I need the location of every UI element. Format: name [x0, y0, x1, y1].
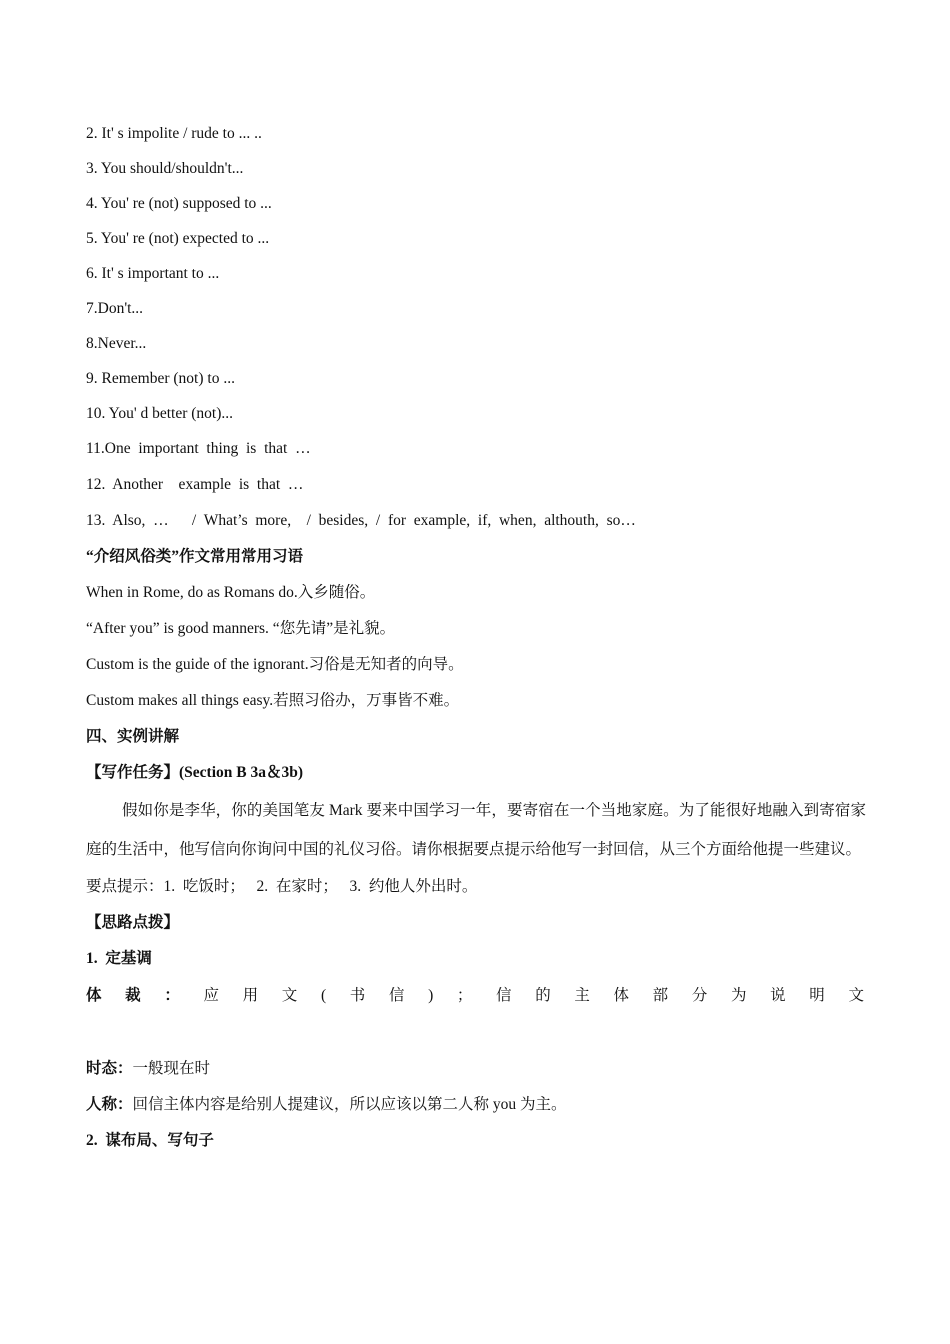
expression-line: 8.Never...	[86, 335, 147, 352]
genre-label-char: 体	[86, 987, 102, 1004]
person-label: 人称：	[86, 1096, 133, 1113]
genre-char: ；	[456, 987, 473, 1004]
expression-line: 9. Remember (not) to ...	[86, 370, 235, 387]
genre-char: 的	[535, 987, 551, 1004]
expression-line: 12. Another example is that …	[86, 476, 304, 493]
step1-heading: 1. 定基调	[86, 950, 152, 967]
genre-line	[86, 977, 864, 1015]
expression-line: 7.Don't...	[86, 300, 144, 317]
key-points: 要点提示：1. 吃饭时； 2. 在家时； 3. 约他人外出时。	[86, 878, 478, 895]
step2-heading: 2. 谋布局、写句子	[86, 1132, 214, 1149]
genre-label-char: ：	[164, 987, 180, 1004]
genre-char: 信	[496, 987, 512, 1004]
tense-line	[86, 1051, 866, 1087]
genre-char: 分	[691, 987, 708, 1004]
expression-line: 4. You' re (not) supposed to ...	[86, 195, 272, 212]
genre-char: )	[428, 987, 434, 1004]
genre-char: (	[320, 987, 327, 1004]
idiom-line: “After you” is good manners. “您先请”是礼貌。	[86, 620, 396, 637]
expression-line: 6. It' s important to ...	[86, 265, 220, 282]
expression-line: 2. It' s impolite / rude to ... ..	[86, 125, 262, 142]
genre-char: 说	[770, 987, 786, 1004]
genre-char: 为	[730, 987, 747, 1004]
genre-char: 书	[349, 987, 366, 1004]
expression-line: 10. You' d better (not)...	[86, 405, 234, 422]
expression-line: 11.One important thing is that …	[86, 440, 311, 457]
task-paragraph: 假如你是李华，你的美国笔友 Mark 要来中国学习一年，要寄宿在一个当地家庭。为了能很好地融入到寄宿家庭的生活中，他写信向你询问中国的礼仪习俗。请你根据要点提示给他写一封回信，从三个方面给他提一些建议。	[86, 802, 866, 858]
idioms-heading: “介绍风俗类”作文常用常用习语	[86, 548, 304, 565]
document-body	[86, 116, 866, 1159]
genre-char: 信	[388, 987, 405, 1004]
section-heading: 四、实例讲解	[86, 728, 180, 745]
genre-label-char: 裁	[125, 987, 141, 1004]
genre-char: 文	[848, 987, 864, 1004]
person-value: 回信主体内容是给别人提建议，所以应该以第二人称 you 为主。	[132, 1096, 567, 1113]
idiom-line: Custom makes all things easy.若照习俗办，万事皆不难。	[86, 692, 460, 709]
genre-char: 文	[281, 987, 298, 1004]
genre-char: 应	[203, 987, 219, 1004]
genre-char: 主	[574, 987, 590, 1004]
hint-heading: 【思路点拨】	[86, 914, 180, 931]
expression-line: 13. Also, … / What’s more, / besides, / for example, if, when, althouth, so…	[86, 512, 636, 529]
tense-value: 一般现在时	[132, 1060, 211, 1077]
genre-char: 明	[809, 987, 825, 1004]
expression-line: 5. You' re (not) expected to ...	[86, 230, 270, 247]
idiom-line: When in Rome, do as Romans do.入乡随俗。	[86, 584, 376, 601]
blank-gap	[86, 1015, 866, 1051]
idiom-line: Custom is the guide of the ignorant.习俗是无知者的向导。	[86, 656, 464, 673]
genre-char: 用	[242, 987, 259, 1004]
genre-char: 体	[613, 987, 630, 1004]
expression-line: 3. You should/shouldn't...	[86, 160, 244, 177]
task-heading: 【写作任务】(Section B 3a＆3b)	[86, 764, 304, 781]
person-line	[86, 1087, 866, 1123]
tense-label: 时态：	[86, 1060, 133, 1077]
genre-char: 部	[652, 987, 669, 1004]
